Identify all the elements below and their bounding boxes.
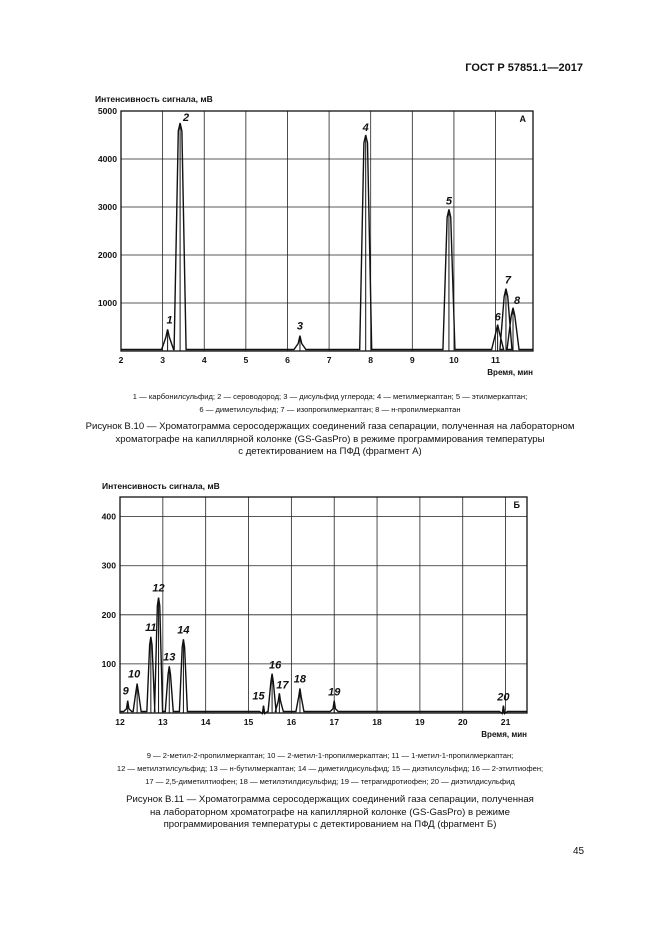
x-tick-label: 12 (115, 717, 125, 727)
x-tick-label: 3 (160, 355, 166, 365)
x-tick-label: 20 (457, 717, 468, 727)
x-tick-label: 7 (326, 355, 332, 365)
x-tick-label: 15 (243, 717, 254, 727)
peak-label-5: 5 (445, 195, 452, 208)
y-tick-label: 3000 (97, 202, 117, 212)
x-axis-label: Время, мин (487, 368, 533, 377)
peak-label-14: 14 (177, 624, 190, 637)
figure2-ylabel: Интенсивность сигнала, мВ (102, 481, 220, 491)
x-tick-label: 14 (200, 717, 211, 727)
x-tick-label: 10 (449, 355, 459, 365)
figure1-ylabel: Интенсивность сигнала, мВ (95, 94, 213, 104)
x-tick-label: 4 (201, 355, 207, 365)
peak-label-19: 19 (328, 686, 341, 699)
x-tick-label: 19 (415, 717, 425, 727)
x-tick-label: 18 (372, 717, 382, 727)
y-tick-label: 200 (101, 609, 116, 620)
legend-line: 17 — 2,5-диметилтиофен; 18 — метилэтилдисульфид; 19 — тетрагидротиофен; 20 — диэтилдисульфид (145, 777, 515, 786)
peak-label-4: 4 (362, 122, 369, 134)
peak-label-7: 7 (504, 274, 512, 287)
legend-line: 6 — диметилсульфид; 7 — изопропилмеркаптан; 8 — н-пропилмеркаптан (199, 405, 461, 414)
peak-label-18: 18 (293, 673, 307, 686)
legend-line: 1 — карбонилсульфид; 2 — сероводород; 3 — дисульфид углерода; 4 — метилмеркаптан; 5 — этилмеркаптан; (132, 392, 528, 401)
peak-label-1: 1 (166, 314, 173, 327)
y-tick-label: 2000 (97, 250, 117, 260)
x-tick-label: 2 (118, 355, 124, 365)
peak-label-10: 10 (128, 668, 141, 681)
fragment-label: Б (513, 500, 520, 510)
y-tick-label: 1000 (97, 298, 117, 308)
x-tick-label: 11 (490, 355, 501, 365)
peak-label-20: 20 (497, 691, 510, 704)
document-header: ГОСТ Р 57851.1—2017 (465, 62, 583, 74)
peak-label-13: 13 (163, 651, 176, 664)
caption-line: Рисунок В.11 — Хроматограмма серосодержащих соединений газа сепарации, полученная (126, 794, 534, 805)
x-axis-label: Время, мин (481, 730, 527, 739)
peak-label-11: 11 (145, 621, 157, 634)
figure2-caption (30, 794, 630, 832)
x-tick-label: 5 (243, 355, 249, 365)
x-tick-label: 9 (409, 355, 415, 365)
x-tick-label: 21 (500, 717, 511, 727)
y-tick-label: 300 (101, 560, 116, 571)
fragment-label: А (519, 114, 526, 124)
y-tick-label: 4000 (97, 154, 117, 164)
x-tick-label: 17 (329, 717, 339, 727)
peak-label-15: 15 (252, 690, 265, 703)
peak-label-8: 8 (513, 294, 521, 307)
x-tick-label: 6 (285, 355, 290, 365)
page-number: 45 (573, 846, 585, 857)
caption-line: на лабораторном хроматографе на капиллярной колонке (GS-GasPro) в режиме (150, 806, 510, 818)
x-tick-label: 13 (158, 717, 168, 727)
peak-label-9: 9 (122, 685, 129, 698)
peak-label-16: 16 (268, 659, 282, 672)
caption-line: программирования температуры с детектированием на ПФД (фрагмент Б) (163, 819, 497, 830)
caption-line: с детектированием на ПФД (фрагмент А) (238, 446, 422, 457)
caption-line: Рисунок В.10 — Хроматограмма серосодержащих соединений газа сепарации, полученная на лабораторном (85, 421, 575, 432)
peak-label-6: 6 (494, 311, 501, 324)
figure2-legend (20, 749, 640, 788)
x-tick-label: 8 (368, 355, 374, 365)
y-tick-label: 400 (101, 511, 116, 522)
peak-label-17: 17 (276, 679, 289, 692)
y-tick-label: 5000 (97, 106, 117, 116)
caption-line: хроматографе на капиллярной колонке (GS-GasPro) в режиме программирования температуры (115, 433, 545, 445)
y-tick-label: 100 (101, 658, 116, 669)
peak-label-12: 12 (152, 582, 165, 595)
peak-label-2: 2 (183, 112, 190, 124)
legend-line: 12 — метилэтилсульфид; 13 — н-бутилмеркаптан; 14 — диметилдисульфид; 15 — диэтилсульфид; 16 — 2-этилтиофен; (116, 764, 544, 773)
x-tick-label: 16 (286, 717, 297, 727)
peak-label-3: 3 (296, 320, 304, 333)
legend-line: 9 — 2-метил-2-пропилмеркаптан; 10 — 2-метил-1-пропилмеркаптан; 11 — 1-метил-1-пропилмеркаптан; (146, 751, 514, 760)
